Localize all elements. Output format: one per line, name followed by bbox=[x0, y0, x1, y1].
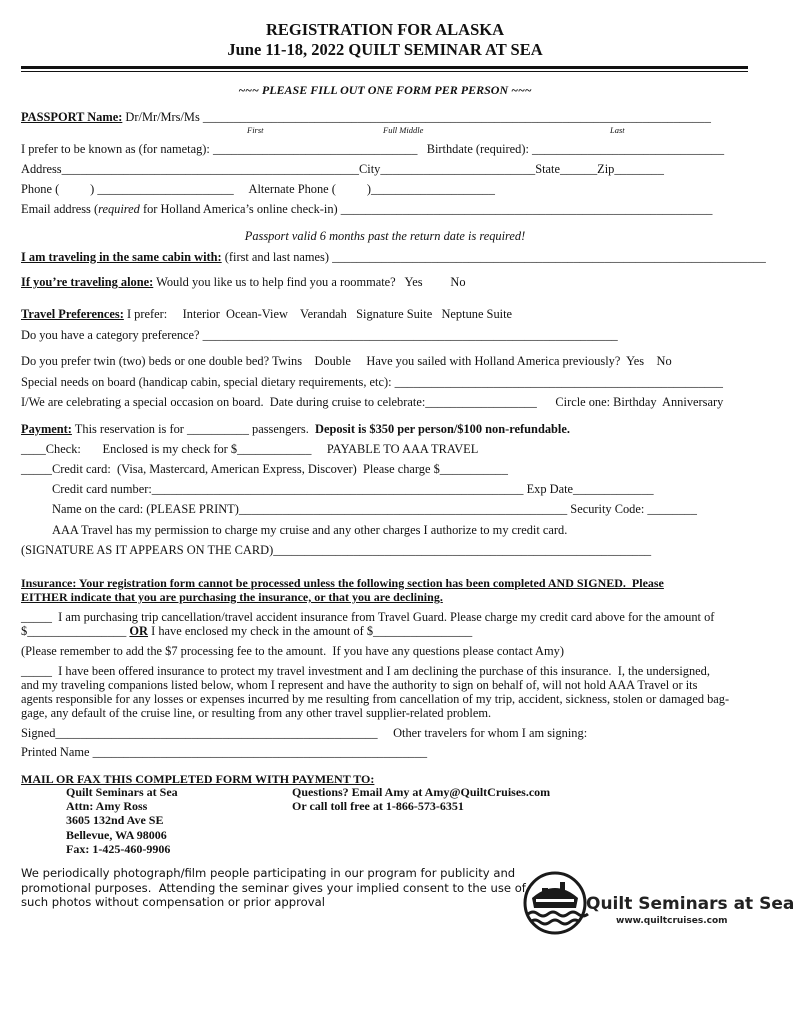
mail-heading: MAIL OR FAX THIS COMPLETED FORM WITH PAYMENT TO: bbox=[21, 772, 375, 786]
passport-note: Passport valid 6 months past the return date is required! bbox=[244, 229, 526, 243]
insurance-purchase-option[interactable]: _____ I am purchasing trip cancellation/travel accident insurance from Travel Guard. Please charge my credit card above for the amount of bbox=[21, 610, 715, 624]
passenger-count-line: This reservation is for __________ passengers. bbox=[71, 422, 316, 436]
insurance-heading-line2: EITHER indicate that you are purchasing the insurance, or that you are declining. bbox=[21, 590, 443, 604]
roommate-options: Would you like us to help find you a roommate? Yes No bbox=[153, 275, 466, 289]
insurance-heading-text: Your registration form cannot be processed unless the following section has been completed AND SIGNED. Please bbox=[76, 576, 664, 590]
middle-name-caption: Full Middle bbox=[383, 125, 424, 135]
credit-card-option[interactable]: _____Credit card: (Visa, Mastercard, American Express, Discover) Please charge $___________ bbox=[21, 462, 508, 476]
insurance-heading bbox=[21, 576, 664, 591]
cabin-type-preference[interactable] bbox=[21, 307, 512, 322]
same-cabin-field[interactable] bbox=[21, 250, 766, 265]
email-required-note: required bbox=[98, 202, 140, 216]
same-cabin-line: (first and last names) ______________________________________________________________________ bbox=[221, 250, 766, 264]
quilt-seminars-logo bbox=[520, 868, 794, 938]
first-name-caption: First bbox=[247, 125, 264, 135]
roommate-question[interactable] bbox=[21, 275, 466, 290]
passport-name-label: PASSPORT Name: bbox=[21, 110, 123, 124]
payment-passengers-field[interactable] bbox=[21, 422, 570, 437]
ship-emblem-icon bbox=[520, 868, 590, 938]
nametag-birthdate-field[interactable]: I prefer to be known as (for nametag): _________________________________ Birthdate (required): _______________________________ bbox=[21, 142, 725, 156]
travel-preferences-label: Travel Preferences: bbox=[21, 307, 124, 321]
contact-info: Questions? Email Amy at Amy@QuiltCruises.com Or call toll free at 1-866-573-6351 bbox=[292, 785, 551, 814]
decline-text-line4: gage, any default of the cruise line, or resulting from any other travel supplier-related problem. bbox=[21, 706, 492, 720]
phone-field[interactable]: Phone ( ) ______________________ Alternate Phone ( )____________________ bbox=[21, 182, 495, 196]
last-name-caption: Last bbox=[610, 125, 625, 135]
processing-fee-note: (Please remember to add the $7 processing fee to the amount. If you have any questions please contact Amy) bbox=[21, 644, 564, 658]
decline-text-line2: and my traveling companions listed below, whom I represent and have the authority to sign on behalf of, will not hold AAA Travel or its bbox=[21, 678, 698, 692]
form-subtitle: June 11-18, 2022 QUILT SEMINAR AT SEA bbox=[227, 40, 543, 59]
insurance-label: Insurance: bbox=[21, 576, 77, 590]
insurance-or-label: OR bbox=[129, 624, 149, 638]
insurance-card-amount-line: $________________ bbox=[21, 624, 130, 638]
insurance-signature-field[interactable]: Signed____________________________________________________ Other travelers for whom I am signing: bbox=[21, 726, 588, 740]
mailing-address: Quilt Seminars at Sea Attn: Amy Ross 3605 132nd Ave SE Bellevue, WA 98006 Fax: 1-425-460-9906 bbox=[66, 785, 178, 856]
special-needs-field[interactable]: Special needs on board (handicap cabin, special dietary requirements, etc): _____________________________________________________ bbox=[21, 375, 723, 389]
form-title: REGISTRATION FOR ALASKA bbox=[265, 20, 505, 39]
logo-url-text: www.quiltcruises.com bbox=[616, 916, 728, 926]
category-preference-field[interactable]: Do you have a category preference? ___________________________________________________________________ bbox=[21, 328, 618, 342]
decline-text-line3: agents responsible for any losses or expenses incurred by me resulting from cancellation of my trip, accident, sickness, stolen or damaged bag- bbox=[21, 692, 730, 706]
special-occasion-field[interactable]: I/We are celebrating a special occasion on board. Date during cruise to celebrate:__________________ Circle one: Birthday Anniversary bbox=[21, 395, 724, 409]
email-line: for Holland America’s online check-in) ____________________________________________________________ bbox=[139, 202, 713, 216]
insurance-check-amount-line: I have enclosed my check in the amount of $________________ bbox=[148, 624, 473, 638]
photo-consent-disclaimer: We periodically photograph/film people participating in our program for publicity and promotional purposes. Attending the seminar gives your implied consent to the use of such photos without compensation or prior approval bbox=[21, 866, 526, 910]
email-field[interactable] bbox=[21, 202, 713, 217]
logo-brand-text: Quilt Seminars at Sea bbox=[586, 894, 794, 914]
check-payment-option[interactable]: ____Check: Enclosed is my check for $____________ PAYABLE TO AAA TRAVEL bbox=[21, 442, 479, 456]
instruction-text: ~~~ PLEASE FILL OUT ONE FORM PER PERSON ~~~ bbox=[238, 83, 532, 97]
address-field[interactable]: Address________________________________________________City_________________________State______Zip________ bbox=[21, 162, 664, 176]
cabin-type-options: I prefer: Interior Ocean-View Verandah Signature Suite Neptune Suite bbox=[123, 307, 513, 321]
traveling-alone-label: If you’re traveling alone: bbox=[21, 275, 154, 289]
insurance-purchase-amount[interactable] bbox=[21, 624, 472, 639]
header-rule-thin bbox=[21, 71, 748, 72]
name-on-card-field[interactable]: Name on the card: (PLEASE PRINT)_____________________________________________________ Security Code: ________ bbox=[52, 502, 697, 516]
header-rule-thick bbox=[21, 66, 748, 69]
passport-name-line: Dr/Mr/Mrs/Ms __________________________________________________________________________________ bbox=[122, 110, 711, 124]
email-label: Email address ( bbox=[21, 202, 99, 216]
passport-name-field[interactable] bbox=[21, 110, 711, 125]
printed-name-field[interactable]: Printed Name ______________________________________________________ bbox=[21, 745, 428, 759]
card-number-field[interactable]: Credit card number:____________________________________________________________ Exp Date_____________ bbox=[52, 482, 654, 496]
bed-and-history-question[interactable]: Do you prefer twin (two) beds or one double bed? Twins Double Have you sailed with Holland America previously? Yes No bbox=[21, 354, 672, 368]
insurance-decline-option[interactable]: _____ I have been offered insurance to protect my travel investment and I am declining the purchase of this insurance. I, the undersigned, bbox=[21, 664, 710, 678]
card-signature-field[interactable]: (SIGNATURE AS IT APPEARS ON THE CARD)_____________________________________________________________ bbox=[21, 543, 652, 557]
charge-permission-text: AAA Travel has my permission to charge my cruise and any other charges I authorize to my credit card. bbox=[52, 523, 568, 537]
deposit-note: Deposit is $350 per person/$100 non-refundable. bbox=[315, 422, 570, 436]
same-cabin-label: I am traveling in the same cabin with: bbox=[21, 250, 222, 264]
payment-label: Payment: bbox=[21, 422, 72, 436]
